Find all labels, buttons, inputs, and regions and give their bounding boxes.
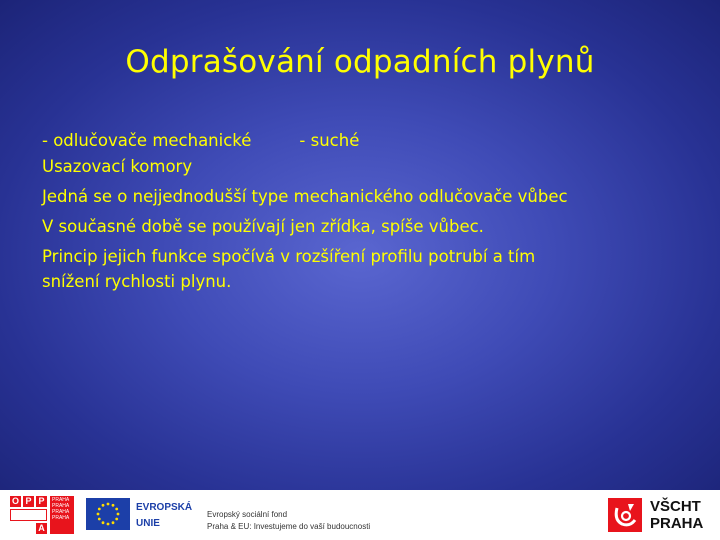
bullet-line [42,128,692,154]
bullet-line: Jedná se o nejjednodušší type mechanického odlučovače vůbec [42,187,568,206]
opp-logo-band [10,509,47,521]
esf-label: Evropský sociální fond Praha & EU: Investujeme do vaší budoucnosti [207,510,371,531]
footer-logos-bar [0,490,720,540]
praha-text-block: PRAHA PRAHA PRAHA PRAHA [50,496,74,534]
opp-logo-cell: P [23,496,34,507]
bullet-text: - suché [299,131,360,150]
vscht-label: VŠCHT PRAHA [650,498,704,532]
opp-praha-logo [10,496,82,534]
bullet-line: Princip jejich funkce spočívá v rozšíření profilu potrubí a tím [42,247,536,266]
slide-body [42,128,692,294]
bullet-line: V současné době se používají jen zřídka, spíše vůbec. [42,217,484,236]
bullet-line: Usazovací komory [42,157,193,176]
slide-title: Odprašování odpadních plynů [125,44,595,80]
vscht-logo-icon [608,498,642,532]
opp-logo-cell: O [11,496,19,506]
bullet-line: snížení rychlosti plynu. [42,272,232,291]
opp-logo-cell: A [36,523,47,534]
eu-label: EVROPSKÁ UNIE [136,502,193,529]
eu-flag-icon [86,498,130,530]
bullet-text: - odlučovače mechanické [42,131,252,150]
opp-logo-cell: P [36,496,47,507]
